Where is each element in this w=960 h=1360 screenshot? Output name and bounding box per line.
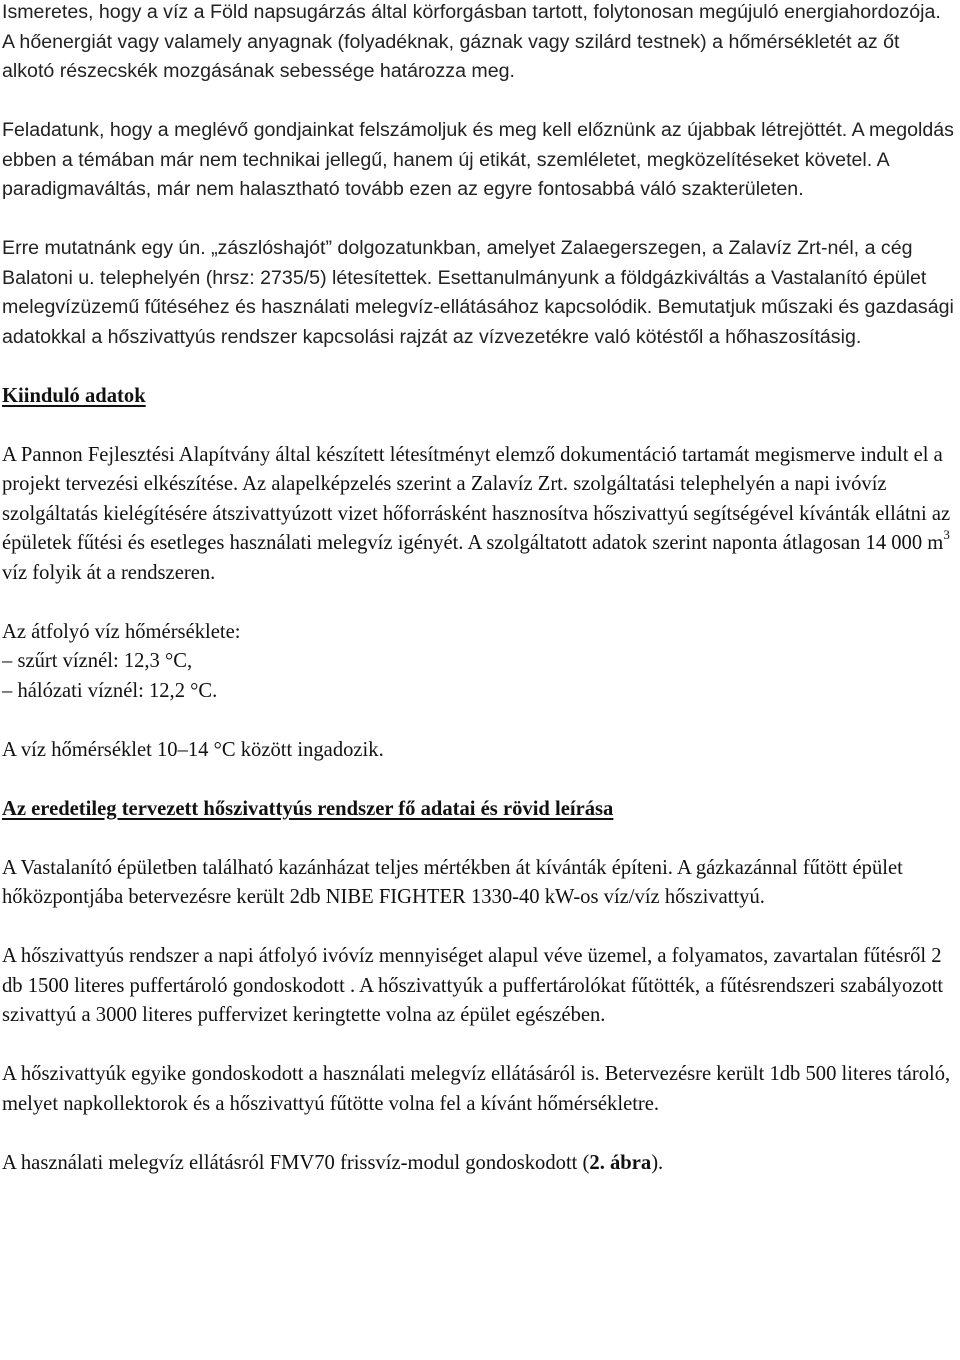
section-heading-system: Az eredetileg tervezett hőszivattyús rendszer fő adatai és rövid leírása xyxy=(2,797,614,820)
system-paragraph-2: A hőszivattyús rendszer a napi átfolyó ivóvíz mennyiséget alapul véve üzemel, a folyamatos, zavartalan fűtésről 2 db 1500 literes puffertároló gondoskodott . A hőszivattyúk a puffertárolókat fűtötték, a fűtésrendszeri szabályozott szivattyú a 3000 literes puffervizet keringtette volna az épület egészében. xyxy=(2,945,944,1026)
temperature-item-filtered: – szűrt víznél: 12,3 °C, xyxy=(2,650,193,672)
temperature-range: A víz hőmérséklet 10–14 °C között ingadozik. xyxy=(2,738,384,761)
input-data-text: A Pannon Fejlesztési Alapítvány által készített létesítményt elemző dokumentáció tartamát megismerve indult el a projekt tervezési elkészítése. Az alapelképzelés szerint a Zalavíz Zrt. szolgáltatási telephelyén a napi ivóvíz szolgáltatás kielégítésére átszivattyúzott vizet hőforrásként hasznosítva hőszivattyú segítségével kívánták ellátni az épületek fűtési és esetleges használati melegvíz igényét. A szolgáltatott adatok szerint naponta átlagosan xyxy=(2,443,951,554)
temperature-item-network: – hálózati víznél: 12,2 °C. xyxy=(2,679,218,702)
flow-exponent: 3 xyxy=(943,527,950,543)
system-paragraph-4 xyxy=(2,1149,956,1179)
system-paragraph-4-end: ). xyxy=(651,1151,664,1174)
project-paragraph: Erre mutatnánk egy ún. „zászlóshajót” dolgozatunkban, amelyet Zalaegerszegen, a Zalavíz Zrt-nél, a cég Balatoni u. telephelyén (hrsz: 2735/5) létesítettek. Esettanulmányunk a földgázkiváltás a Vastalanító épület melegvízüzemű fűtéséhez és használati melegvíz-ellátásához kapcsolódik. Bemutatjuk műszaki és gazdasági adatokkal a hőszivattyús rendszer kapcsolási rajzát az vízvezetékre való kötéstől a hőhaszosításig. xyxy=(2,237,954,348)
system-paragraph-3: A hőszivattyúk egyike gondoskodott a használati melegvíz ellátásáról is. Betervezésre került 1db 500 literes tároló, melyet napkollektorok és a hőszivattyú fűtötte volna fel a kívánt hőmérsékletre. xyxy=(2,1063,951,1115)
temperature-title: Az átfolyó víz hőmérséklete: xyxy=(2,620,241,643)
intro-paragraph-1: Ismeretes, hogy a víz a Föld napsugárzás által körforgásban tartott, folytonosan megújuló energiahordozója. A hőenergiát vagy valamely anyagnak (folyadéknak, gáznak vagy szilárd testnek) a hőmérsékletét az őt alkotó részecskék mozgásának sebessége határozza meg. xyxy=(2,1,941,82)
flow-suffix: víz folyik át a rendszeren. xyxy=(2,561,216,584)
section-heading-input-data: Kiinduló adatok xyxy=(2,384,146,407)
system-paragraph-1: A Vastalanító épületben található kazánházat teljes mértékben át kívánták építeni. A gázkazánnal fűtött épület hőközpontjába betervezésre került 2db NIBE FIGHTER 1330-40 kW-os víz/víz hőszivattyú. xyxy=(2,856,903,908)
intro-paragraph-2: Feladatunk, hogy a meglévő gondjainkat felszámoljuk és meg kell előznünk az újabbak létrejöttét. A megoldás ebben a témában már nem technikai jellegű, hanem új etikát, szemléletet, megközelítéseket követel. A paradigmaváltás, már nem halasztható tovább ezen az egyre fontosabbá váló szakterületen. xyxy=(2,119,954,200)
system-paragraph-4-text: A használati melegvíz ellátásról FMV70 frissvíz-modul gondoskodott ( xyxy=(2,1151,590,1174)
input-data-paragraph xyxy=(2,441,956,589)
document-page xyxy=(2,0,956,1178)
figure-reference: 2. ábra xyxy=(589,1151,652,1174)
flow-value: 14 000 m xyxy=(865,532,944,554)
